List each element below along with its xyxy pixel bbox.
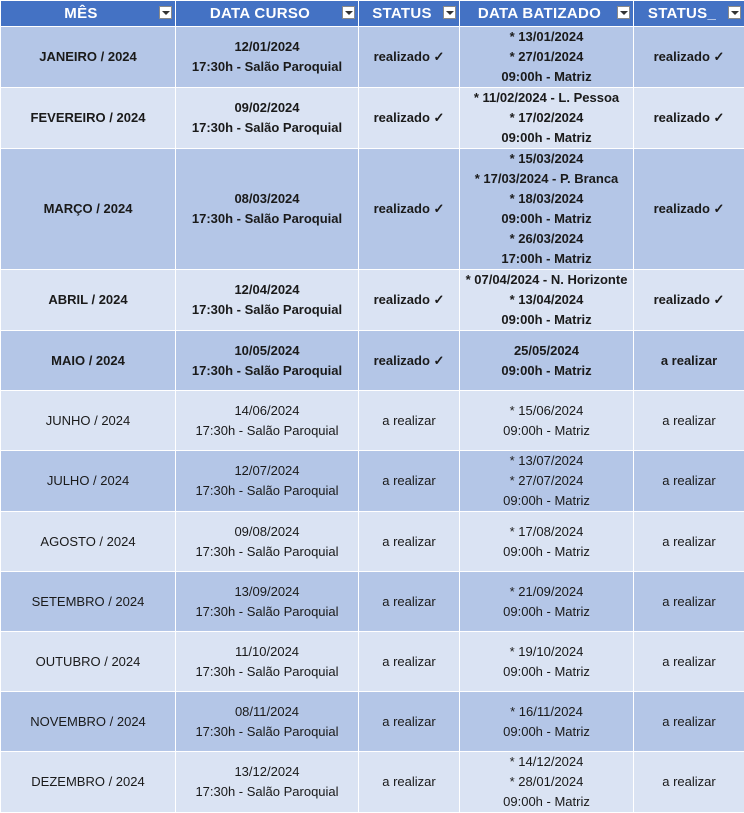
cell-month[interactable]: [1, 451, 176, 512]
month-text: MARÇO / 2024: [44, 201, 133, 216]
filter-dropdown-icon[interactable]: [617, 6, 630, 19]
status2-text: realizado ✓: [654, 110, 725, 125]
baptism-line-text: * 21/09/2024: [462, 582, 631, 602]
table-row: [1, 270, 744, 331]
baptism-line-text: 09:00h - Matriz: [462, 542, 631, 562]
table-row: [1, 391, 744, 451]
cell-baptism-date[interactable]: [460, 149, 634, 270]
course-line-text: 14/06/2024: [178, 401, 356, 421]
cell-status2[interactable]: [634, 572, 744, 632]
cell-status[interactable]: [359, 632, 460, 692]
cell-baptism-date[interactable]: [460, 391, 634, 451]
cell-status[interactable]: [359, 692, 460, 752]
cell-baptism-date[interactable]: [460, 451, 634, 512]
header-month-label: MÊS: [64, 5, 111, 22]
cell-status2[interactable]: [634, 512, 744, 572]
cell-course-date[interactable]: [176, 692, 359, 752]
cell-status[interactable]: [359, 149, 460, 270]
baptism-line-text: 17:00h - Matriz: [462, 249, 631, 269]
table-row: [1, 27, 744, 88]
cell-month[interactable]: [1, 270, 176, 331]
table-row: [1, 632, 744, 692]
baptism-line-text: 09:00h - Matriz: [462, 209, 631, 229]
course-line-text: 17:30h - Salão Paroquial: [178, 421, 356, 441]
cell-month[interactable]: [1, 692, 176, 752]
course-line-text: 09/08/2024: [178, 522, 356, 542]
cell-status[interactable]: [359, 512, 460, 572]
baptism-line-text: * 27/01/2024: [462, 47, 631, 67]
baptism-line-text: 09:00h - Matriz: [462, 67, 631, 87]
status2-text: a realizar: [662, 654, 715, 669]
baptism-line-text: * 07/04/2024 - N. Horizonte: [462, 270, 631, 290]
cell-month[interactable]: [1, 331, 176, 391]
cell-course-date[interactable]: [176, 451, 359, 512]
cell-month[interactable]: [1, 632, 176, 692]
status2-text: realizado ✓: [654, 49, 725, 64]
baptism-line-text: * 13/07/2024: [462, 451, 631, 471]
cell-status2[interactable]: [634, 632, 744, 692]
baptism-line-text: 09:00h - Matriz: [462, 361, 631, 381]
baptism-line-text: * 19/10/2024: [462, 642, 631, 662]
course-line-text: 11/10/2024: [178, 642, 356, 662]
cell-baptism-date[interactable]: [460, 632, 634, 692]
header-baptism-date[interactable]: [460, 1, 634, 27]
course-line-text: 17:30h - Salão Paroquial: [178, 361, 356, 381]
month-text: JULHO / 2024: [47, 473, 129, 488]
cell-course-date[interactable]: [176, 391, 359, 451]
baptism-line-text: * 16/11/2024: [462, 702, 631, 722]
month-text: JANEIRO / 2024: [39, 49, 137, 64]
cell-status2[interactable]: [634, 331, 744, 391]
header-status2-label: STATUS_: [648, 5, 730, 22]
cell-month[interactable]: [1, 149, 176, 270]
course-line-text: 17:30h - Salão Paroquial: [178, 602, 356, 622]
header-baptism-date-label: DATA BATIZADO: [478, 5, 615, 22]
table-row: [1, 331, 744, 391]
table-row: [1, 692, 744, 752]
table-row: [1, 572, 744, 632]
course-line-text: 09/02/2024: [178, 98, 356, 118]
cell-baptism-date[interactable]: [460, 752, 634, 813]
cell-status2[interactable]: [634, 752, 744, 813]
header-status2[interactable]: [634, 1, 744, 27]
status-text: realizado ✓: [374, 353, 445, 368]
status-text: realizado ✓: [374, 49, 445, 64]
status-text: a realizar: [382, 413, 435, 428]
course-line-text: 17:30h - Salão Paroquial: [178, 481, 356, 501]
course-line-text: 12/04/2024: [178, 280, 356, 300]
status-text: a realizar: [382, 594, 435, 609]
course-line-text: 17:30h - Salão Paroquial: [178, 782, 356, 802]
status2-text: realizado ✓: [654, 201, 725, 216]
cell-course-date[interactable]: [176, 88, 359, 149]
baptism-line-text: * 17/02/2024: [462, 108, 631, 128]
header-row: [1, 1, 744, 27]
cell-course-date[interactable]: [176, 512, 359, 572]
month-text: JUNHO / 2024: [46, 413, 131, 428]
cell-month[interactable]: [1, 391, 176, 451]
month-text: AGOSTO / 2024: [40, 534, 135, 549]
cell-status2[interactable]: [634, 270, 744, 331]
cell-month[interactable]: [1, 512, 176, 572]
cell-status2[interactable]: [634, 391, 744, 451]
baptism-line-text: * 18/03/2024: [462, 189, 631, 209]
cell-course-date[interactable]: [176, 632, 359, 692]
header-month[interactable]: [1, 1, 176, 27]
baptism-line-text: * 27/07/2024: [462, 471, 631, 491]
cell-baptism-date[interactable]: [460, 331, 634, 391]
cell-course-date[interactable]: [176, 149, 359, 270]
status-text: a realizar: [382, 534, 435, 549]
month-text: ABRIL / 2024: [48, 292, 127, 307]
baptism-line-text: 09:00h - Matriz: [462, 792, 631, 812]
course-line-text: 08/03/2024: [178, 189, 356, 209]
month-text: MAIO / 2024: [51, 353, 125, 368]
status2-text: a realizar: [662, 714, 715, 729]
cell-course-date[interactable]: [176, 331, 359, 391]
status2-text: a realizar: [662, 594, 715, 609]
header-course-date[interactable]: [176, 1, 359, 27]
baptism-line-text: 09:00h - Matriz: [462, 421, 631, 441]
course-line-text: 17:30h - Salão Paroquial: [178, 209, 356, 229]
cell-baptism-date[interactable]: [460, 27, 634, 88]
baptism-line-text: * 15/06/2024: [462, 401, 631, 421]
filter-dropdown-icon[interactable]: [342, 6, 355, 19]
cell-status[interactable]: [359, 451, 460, 512]
baptism-line-text: * 17/08/2024: [462, 522, 631, 542]
baptism-line-text: * 17/03/2024 - P. Branca: [462, 169, 631, 189]
status2-text: a realizar: [662, 534, 715, 549]
cell-month[interactable]: [1, 572, 176, 632]
cell-status[interactable]: [359, 331, 460, 391]
status-text: a realizar: [382, 714, 435, 729]
cell-baptism-date[interactable]: [460, 572, 634, 632]
month-text: SETEMBRO / 2024: [32, 594, 145, 609]
baptism-line-text: * 15/03/2024: [462, 149, 631, 169]
cell-course-date[interactable]: [176, 27, 359, 88]
cell-month[interactable]: [1, 88, 176, 149]
month-text: DEZEMBRO / 2024: [31, 774, 144, 789]
filter-dropdown-icon[interactable]: [728, 6, 741, 19]
course-line-text: 17:30h - Salão Paroquial: [178, 662, 356, 682]
baptism-line-text: 25/05/2024: [462, 341, 631, 361]
table-row: [1, 752, 744, 813]
cell-status2[interactable]: [634, 149, 744, 270]
course-line-text: 17:30h - Salão Paroquial: [178, 300, 356, 320]
course-line-text: 17:30h - Salão Paroquial: [178, 722, 356, 742]
status-text: a realizar: [382, 774, 435, 789]
cell-month[interactable]: [1, 752, 176, 813]
cell-status2[interactable]: [634, 88, 744, 149]
status2-text: a realizar: [662, 413, 715, 428]
status-text: realizado ✓: [374, 110, 445, 125]
course-line-text: 17:30h - Salão Paroquial: [178, 57, 356, 77]
table-row: [1, 149, 744, 270]
cell-baptism-date[interactable]: [460, 88, 634, 149]
status-text: a realizar: [382, 654, 435, 669]
cell-status[interactable]: [359, 572, 460, 632]
status-text: realizado ✓: [374, 201, 445, 216]
month-text: OUTUBRO / 2024: [36, 654, 141, 669]
cell-status[interactable]: [359, 88, 460, 149]
course-line-text: 10/05/2024: [178, 341, 356, 361]
table-row: [1, 512, 744, 572]
status2-text: a realizar: [662, 473, 715, 488]
cell-status[interactable]: [359, 752, 460, 813]
baptism-line-text: * 11/02/2024 - L. Pessoa: [462, 88, 631, 108]
filter-dropdown-icon[interactable]: [443, 6, 456, 19]
baptism-line-text: * 13/04/2024: [462, 290, 631, 310]
cell-baptism-date[interactable]: [460, 270, 634, 331]
cell-course-date[interactable]: [176, 270, 359, 331]
baptism-line-text: * 13/01/2024: [462, 27, 631, 47]
baptism-line-text: 09:00h - Matriz: [462, 602, 631, 622]
course-line-text: 17:30h - Salão Paroquial: [178, 118, 356, 138]
cell-status[interactable]: [359, 391, 460, 451]
cell-baptism-date[interactable]: [460, 512, 634, 572]
table-body: [1, 27, 744, 813]
status-text: a realizar: [382, 473, 435, 488]
status-text: realizado ✓: [374, 292, 445, 307]
status2-text: a realizar: [662, 774, 715, 789]
month-text: NOVEMBRO / 2024: [30, 714, 146, 729]
status2-text: realizado ✓: [654, 292, 725, 307]
cell-status[interactable]: [359, 270, 460, 331]
baptism-line-text: * 28/01/2024: [462, 772, 631, 792]
cell-course-date[interactable]: [176, 752, 359, 813]
month-text: FEVEREIRO / 2024: [31, 110, 146, 125]
baptism-line-text: 09:00h - Matriz: [462, 128, 631, 148]
course-line-text: 12/01/2024: [178, 37, 356, 57]
course-line-text: 13/09/2024: [178, 582, 356, 602]
cell-status2[interactable]: [634, 692, 744, 752]
course-line-text: 17:30h - Salão Paroquial: [178, 542, 356, 562]
course-line-text: 08/11/2024: [178, 702, 356, 722]
cell-status2[interactable]: [634, 27, 744, 88]
cell-status2[interactable]: [634, 451, 744, 512]
baptism-line-text: 09:00h - Matriz: [462, 491, 631, 511]
header-status[interactable]: [359, 1, 460, 27]
cell-month[interactable]: [1, 27, 176, 88]
filter-dropdown-icon[interactable]: [159, 6, 172, 19]
table-row: [1, 88, 744, 149]
table-row: [1, 451, 744, 512]
course-line-text: 13/12/2024: [178, 762, 356, 782]
header-status-label: STATUS: [372, 5, 446, 22]
cell-baptism-date[interactable]: [460, 692, 634, 752]
cell-status[interactable]: [359, 27, 460, 88]
header-course-date-label: DATA CURSO: [210, 5, 324, 22]
course-line-text: 12/07/2024: [178, 461, 356, 481]
baptism-line-text: 09:00h - Matriz: [462, 722, 631, 742]
cell-course-date[interactable]: [176, 572, 359, 632]
baptism-line-text: * 26/03/2024: [462, 229, 631, 249]
baptism-line-text: 09:00h - Matriz: [462, 662, 631, 682]
baptism-line-text: * 14/12/2024: [462, 752, 631, 772]
baptism-line-text: 09:00h - Matriz: [462, 310, 631, 330]
status2-text: a realizar: [661, 353, 717, 368]
